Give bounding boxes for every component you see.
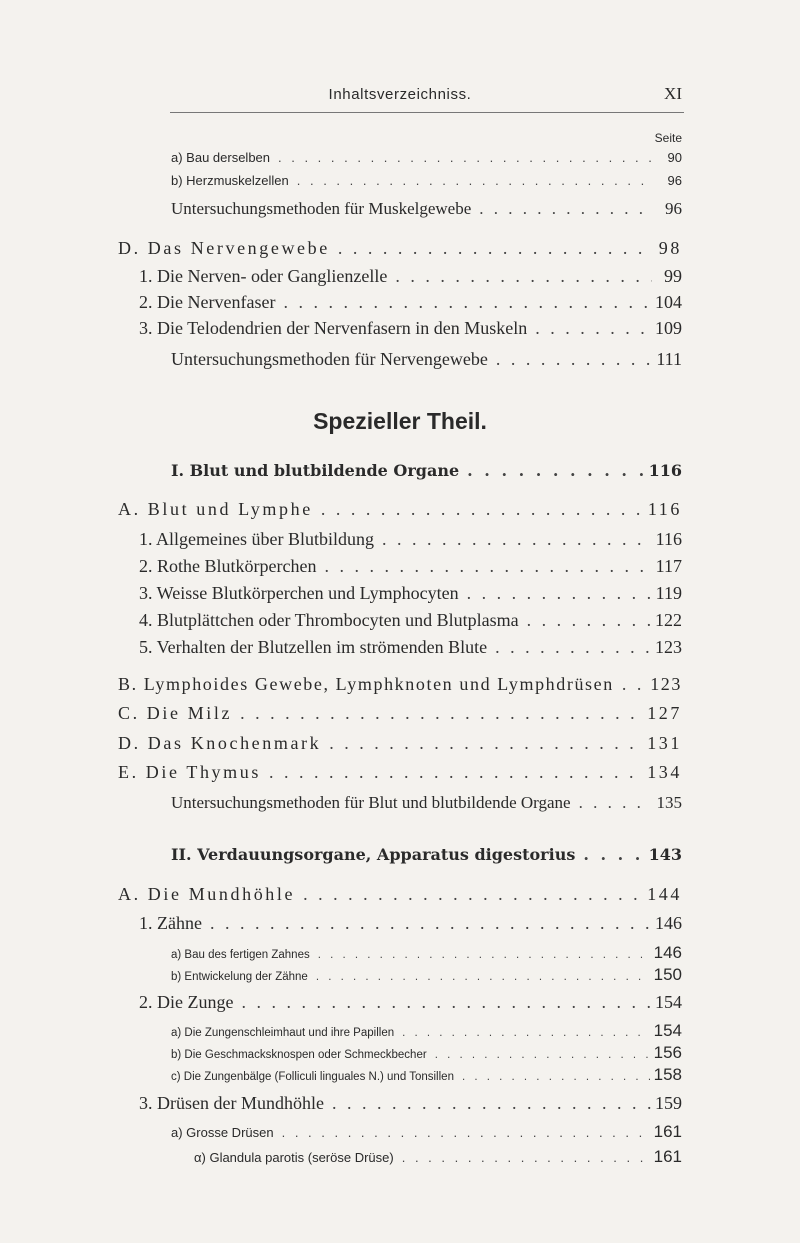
toc-entry bbox=[139, 529, 682, 550]
leader-dots bbox=[283, 292, 651, 313]
leader-dots bbox=[332, 1093, 651, 1114]
leader-dots bbox=[282, 1125, 650, 1140]
toc-entry-page: 161 bbox=[653, 1147, 682, 1166]
toc-entry-page: 109 bbox=[655, 318, 682, 338]
toc-entry-page: 156 bbox=[653, 1043, 682, 1062]
toc-entry-label: 3. Weisse Blutkörperchen und Lymphocyten bbox=[139, 583, 459, 603]
toc-entry-label: a) Die Zungenschleimhaut und ihre Papillen bbox=[171, 1027, 395, 1039]
toc-entry bbox=[171, 199, 682, 219]
toc-entry bbox=[139, 1093, 682, 1114]
toc-entry bbox=[139, 992, 682, 1013]
toc-entry-page: 134 bbox=[647, 762, 682, 782]
toc-entry bbox=[139, 637, 682, 658]
toc-entry-label: 3. Die Telodendrien der Nervenfasern in den Muskeln bbox=[139, 318, 528, 338]
leader-dots bbox=[324, 556, 651, 577]
toc-entry bbox=[194, 1147, 682, 1167]
toc-part-heading bbox=[171, 461, 682, 480]
leader-dots bbox=[321, 499, 644, 520]
toc-entry-page: 146 bbox=[653, 943, 682, 962]
leader-dots bbox=[479, 199, 652, 219]
leader-dots bbox=[527, 610, 651, 631]
toc-entry-label: a) Grosse Drüsen bbox=[171, 1125, 274, 1140]
toc-entry-label: Untersuchungsmethoden für Nervengewebe bbox=[171, 349, 488, 369]
toc-entry-page: 96 bbox=[667, 173, 682, 188]
toc-entry-label: c) Die Zungenbälge (Folliculi linguales N.) und Tonsillen bbox=[171, 1071, 454, 1083]
toc-section-entry bbox=[118, 238, 682, 259]
toc-entry bbox=[171, 943, 682, 963]
leader-dots bbox=[462, 1071, 650, 1083]
toc-section-entry bbox=[118, 674, 682, 695]
toc-entry bbox=[139, 610, 682, 631]
toc-entry-label: E. Die Thymus bbox=[118, 762, 261, 782]
page-number: XI bbox=[664, 84, 682, 103]
toc-entry-label: D. Das Knochenmark bbox=[118, 733, 322, 753]
leader-dots bbox=[495, 637, 651, 658]
toc-entry-page: 127 bbox=[647, 703, 682, 723]
toc-section-entry bbox=[118, 762, 682, 783]
leader-dots bbox=[579, 793, 652, 813]
leader-dots bbox=[467, 461, 644, 480]
leader-dots bbox=[395, 266, 652, 287]
toc-entry-page: 122 bbox=[655, 610, 682, 630]
toc-entry-page: 90 bbox=[667, 150, 682, 165]
toc-entry-page: 98 bbox=[658, 238, 682, 258]
leader-dots bbox=[382, 529, 652, 550]
leader-dots bbox=[241, 992, 651, 1013]
leader-dots bbox=[535, 318, 651, 339]
toc-entry-label: b) Herzmuskelzellen bbox=[171, 173, 289, 188]
toc-entry bbox=[171, 150, 682, 165]
toc-entry-page: 96 bbox=[665, 199, 682, 218]
toc-entry-page: 119 bbox=[655, 583, 682, 603]
toc-entry-label: 1. Zähne bbox=[139, 913, 202, 933]
toc-entry bbox=[139, 556, 682, 577]
toc-entry bbox=[139, 292, 682, 313]
section-title: Spezieller Theil. bbox=[313, 408, 487, 434]
toc-entry-label: 5. Verhalten der Blutzellen im strömenden Blute bbox=[139, 637, 488, 657]
toc-entry-label: b) Entwickelung der Zähne bbox=[171, 971, 308, 983]
toc-part-heading bbox=[171, 845, 682, 864]
toc-section-entry bbox=[118, 703, 682, 724]
toc-entry-label: Untersuchungsmethoden für Muskelgewebe bbox=[171, 199, 472, 218]
toc-entry bbox=[171, 793, 682, 813]
leader-dots bbox=[297, 173, 652, 188]
toc-entry-page: 143 bbox=[648, 845, 682, 864]
toc-entry bbox=[139, 913, 682, 934]
toc-entry-label: 2. Die Zunge bbox=[139, 992, 234, 1012]
toc-entry-label: b) Die Geschmacksknospen oder Schmeckbecher bbox=[171, 1049, 427, 1061]
leader-dots bbox=[402, 1027, 650, 1039]
toc-entry-page: 117 bbox=[655, 556, 682, 576]
toc-entry-label: 2. Rothe Blutkörperchen bbox=[139, 556, 317, 576]
toc-entry bbox=[139, 318, 682, 339]
toc-entry-label: B. Lymphoides Gewebe, Lymphknoten und Lymphdrüsen bbox=[118, 674, 614, 694]
leader-dots bbox=[269, 762, 643, 783]
leader-dots bbox=[467, 583, 652, 604]
toc-entry-page: 116 bbox=[648, 461, 682, 480]
leader-dots bbox=[338, 238, 652, 259]
toc-entry-page: 144 bbox=[647, 884, 682, 904]
toc-section-entry bbox=[118, 733, 682, 754]
leader-dots bbox=[278, 150, 652, 165]
toc-entry-label: I. Blut und blutbildende Organe bbox=[171, 461, 460, 480]
toc-entry bbox=[139, 583, 682, 604]
toc-entry-page: 123 bbox=[655, 637, 682, 657]
toc-entry bbox=[171, 965, 682, 985]
toc-entry-page: 104 bbox=[655, 292, 682, 312]
toc-entry-label: 4. Blutplättchen oder Thrombocyten und Blutplasma bbox=[139, 610, 519, 630]
toc-entry-label: D. Das Nervengewebe bbox=[118, 238, 330, 258]
leader-dots bbox=[402, 1150, 650, 1165]
toc-entry-label: 2. Die Nervenfaser bbox=[139, 292, 276, 312]
toc-entry bbox=[139, 266, 682, 287]
leader-dots bbox=[240, 703, 643, 724]
toc-entry-label: 1. Allgemeines über Blutbildung bbox=[139, 529, 374, 549]
leader-dots bbox=[329, 733, 643, 754]
toc-entry bbox=[171, 1021, 682, 1041]
leader-dots bbox=[435, 1049, 650, 1061]
toc-entry-label: 3. Drüsen der Mundhöhle bbox=[139, 1093, 324, 1113]
leader-dots bbox=[496, 349, 652, 370]
leader-dots bbox=[316, 971, 650, 983]
leader-dots bbox=[622, 674, 646, 695]
toc-entry bbox=[171, 1122, 682, 1142]
toc-entry-label: 1. Die Nerven- oder Ganglienzelle bbox=[139, 266, 388, 286]
toc-entry-page: 150 bbox=[653, 965, 682, 984]
toc-entry-label: II. Verdauungsorgane, Apparatus digestorius bbox=[171, 845, 576, 864]
toc-entry-page: 146 bbox=[655, 913, 682, 933]
toc-entry-label: C. Die Milz bbox=[118, 703, 233, 723]
toc-entry bbox=[171, 1065, 682, 1085]
toc-entry-page: 135 bbox=[656, 793, 682, 812]
toc-entry-label: A. Blut und Lymphe bbox=[118, 499, 313, 519]
toc-entry bbox=[171, 349, 682, 370]
toc-entry-page: 111 bbox=[656, 349, 682, 369]
toc-entry-page: 158 bbox=[653, 1065, 682, 1084]
toc-entry-page: 131 bbox=[647, 733, 682, 753]
running-header-title: Inhaltsverzeichniss. bbox=[328, 86, 472, 103]
toc-entry-label: a) Bau derselben bbox=[171, 150, 271, 165]
toc-entry-page: 159 bbox=[655, 1093, 682, 1113]
toc-entry-label: A. Die Mundhöhle bbox=[118, 884, 296, 904]
toc-entry-page: 123 bbox=[650, 674, 682, 694]
leader-dots bbox=[303, 884, 643, 905]
leader-dots bbox=[210, 913, 651, 934]
toc-entry-page: 116 bbox=[647, 499, 682, 519]
toc-entry-page: 99 bbox=[664, 266, 682, 286]
toc-entry-page: 116 bbox=[655, 529, 682, 549]
toc-entry-page: 154 bbox=[653, 1021, 682, 1040]
toc-entry bbox=[171, 1043, 682, 1063]
toc-entry-label: a) Bau des fertigen Zahnes bbox=[171, 949, 310, 961]
toc-entry-label: α) Glandula parotis (seröse Drüse) bbox=[194, 1150, 394, 1165]
header-rule bbox=[170, 112, 684, 113]
toc-entry-label: Untersuchungsmethoden für Blut und blutbildende Organe bbox=[171, 793, 571, 812]
toc-entry-page: 161 bbox=[653, 1122, 682, 1141]
toc-entry-page: 154 bbox=[655, 992, 682, 1012]
toc-section-entry bbox=[118, 499, 682, 520]
leader-dots bbox=[583, 845, 644, 864]
leader-dots bbox=[318, 949, 650, 961]
page-column-label: Seite bbox=[654, 131, 682, 145]
toc-entry bbox=[171, 173, 682, 188]
toc-section-entry bbox=[118, 884, 682, 905]
